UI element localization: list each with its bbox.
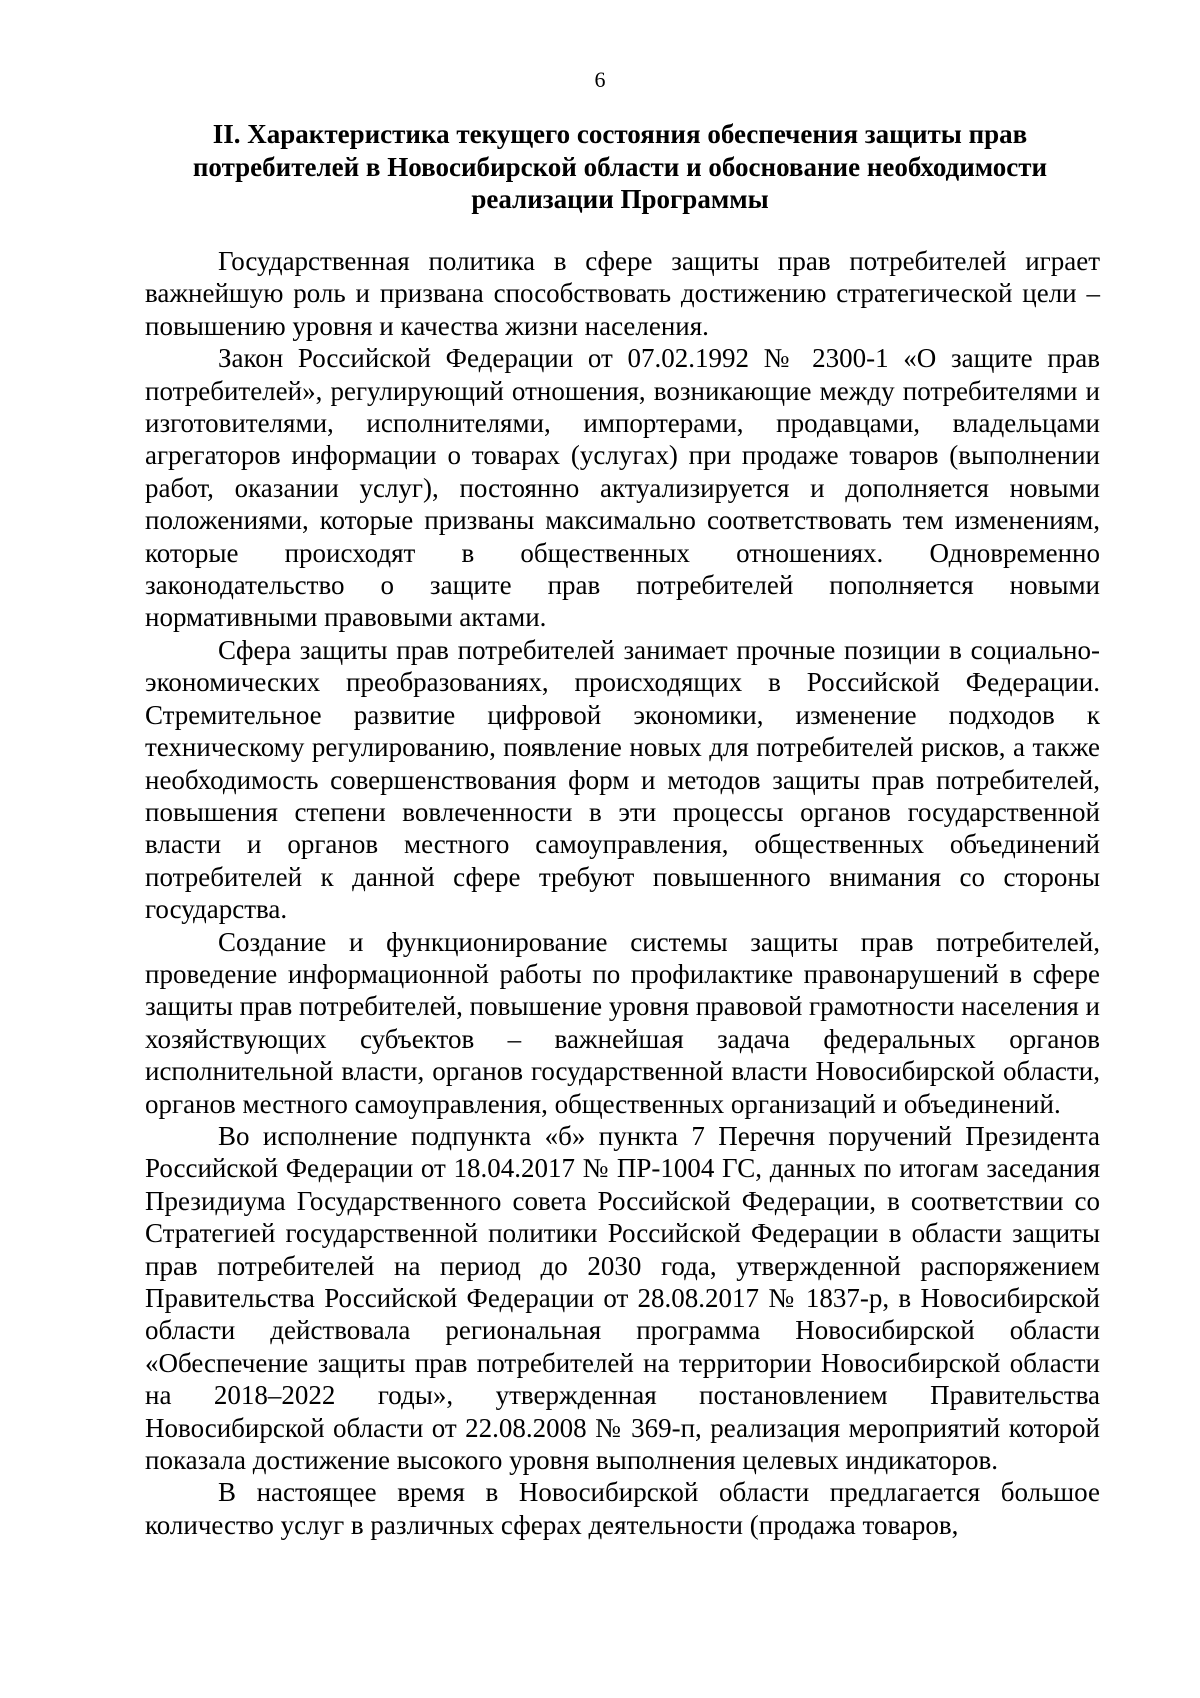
paragraph-regional-program: Во исполнение подпункта «б» пункта 7 Перечня поручений Президента Российской Федерации от 18.04.2017 № ПР-1004 ГС, данных по итогам заседания Президиума Государственного совета Российской Федерации, в соответствии со Стратегией государственной политики Российской Федерации в области защиты прав потребителей на период до 2030 года, утвержденной распоряжением Правительства Российской Федерации от 28.08.2017 № 1837-р, в Новосибирской области действовала региональная программа Новосибирской области «Обеспечение защиты прав потребителей на территории Новосибирской области на 2018–2022 годы», утвержденная постановлением Правительства Новосибирской области от 22.08.2008 № 369-п, реализация мероприятий которой показала достижение высокого уровня выполнения целевых индикаторов. — [145, 1120, 1100, 1476]
section-heading-line-2: потребителей в Новосибирской области и обоснование необходимости — [192, 151, 1048, 182]
paragraph-services-continued: В настоящее время в Новосибирской области предлагается большое количество услуг в различных сферах деятельности (продажа товаров, — [145, 1477, 1100, 1540]
paragraph-system-creation: Создание и функционирование системы защиты прав потребителей, проведение информационной работы по профилактике правонарушений в сфере защиты прав потребителей, повышение уровня правовой грамотности населения и хозяйствующих субъектов – важнейшая задача федеральных органов исполнительной власти, органов государственной власти Новосибирской области, органов местного самоуправления, общественных организаций и объединений. — [145, 926, 1100, 1119]
paragraph-state-policy: Государственная политика в сфере защиты прав потребителей играет важнейшую роль и призвана способствовать достижению стратегической цели – повышению уровня и качества жизни населения. — [145, 246, 1100, 341]
paragraph-consumer-law: Закон Российской Федерации от 07.02.1992 № 2300-1 «О защите прав потребителей», регулирующий отношения, возникающие между потребителями и изготовителями, исполнителями, импортерами, продавцами, владельцами агрегаторов информации о товарах (услугах) при продаже товаров (выполнении работ, оказании услуг), постоянно актуализируется и дополняется новыми положениями, которые призваны максимально соответствовать тем изменениям, которые происходят в общественных отношениях. Одновременно законодательство о защите прав потребителей пополняется новыми нормативными правовыми актами. — [145, 343, 1100, 633]
paragraph-sphere-of-protection: Сфера защиты прав потребителей занимает прочные позиции в социально-экономических преобразованиях, происходящих в Российской Федерации. Стремительное развитие цифровой экономики, изменение подходов к техническому регулированию, появление новых для потребителей рисков, а также необходимость совершенствования форм и методов защиты прав потребителей, повышения степени вовлеченности в эти процессы органов государственной власти и органов местного самоуправления, общественных объединений потребителей к данной сфере требуют повышенного внимания со стороны государства. — [145, 634, 1100, 925]
document-body — [145, 245, 1100, 1541]
section-heading-line-1: II. Характеристика текущего состояния обеспечения защиты прав — [212, 119, 1028, 149]
section-heading-line-3: реализации Программы — [471, 184, 769, 214]
section-heading — [150, 118, 1090, 216]
page-number: 6 — [594, 67, 606, 92]
